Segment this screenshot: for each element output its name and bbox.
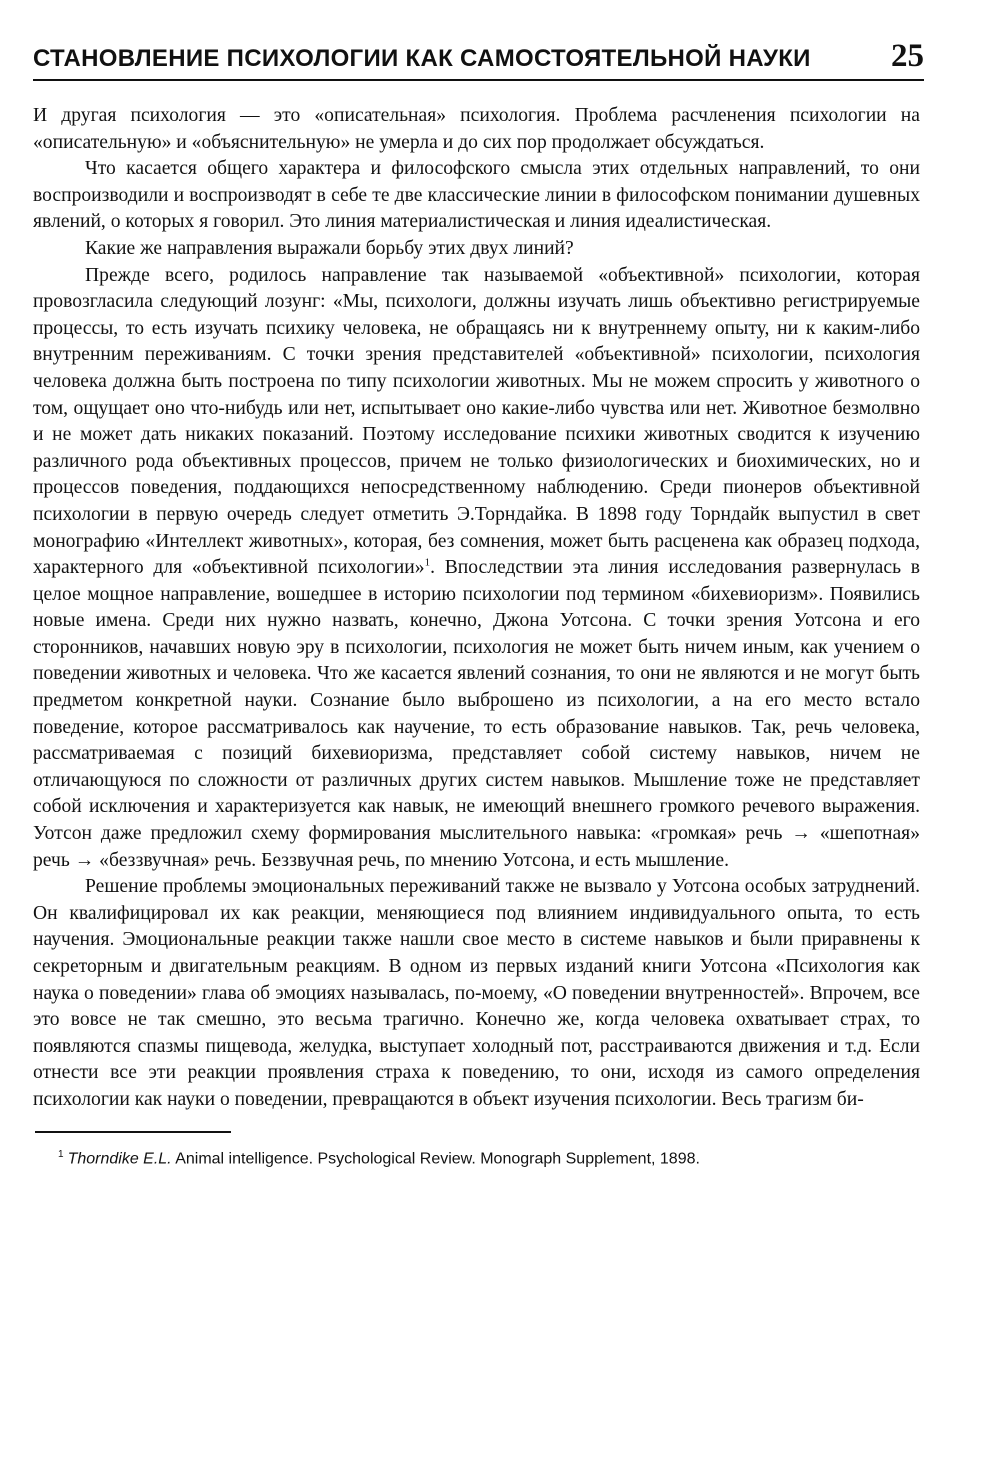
- page-number: 25: [891, 38, 924, 74]
- running-title: СТАНОВЛЕНИЕ ПСИХОЛОГИИ КАК САМОСТОЯТЕЛЬНОЙ НАУКИ: [33, 45, 811, 72]
- paragraph: Что касается общего характера и философского смысла этих отдельных направлений, то они воспроизводили и воспроизводят в себе те две классические линии в философском понимании душевных явлений, о которых я говорил. Это линия материалистическая и линия идеалистическая.: [33, 158, 920, 233]
- paragraph-text: . Впоследствии эта линия исследования развернулась в целое мощное направление, вошедшее в историю психологии под термином «бихевиоризм». Появились новые имена. Среди них нужно назвать, конечно, Джона Уотсона. С точки зрения Уотсона и его сторонников, начавших новую эру в психологии, психология не может быть ничем иным, как учением о поведении животных и человека. Что же касается явлений сознания, то они не являются и не могут быть предметом конкретной науки. Сознание было выброшено из психологии, а на его место встало поведение, которое рассматривалось как научение, то есть образование навыков. Так, речь человека, рассматриваемая с позиций бихевиоризма, представляет собой систему навыков, ничем не отличающуюся по сложности от различных других систем навыков. Мышление тоже не представляет собой исключения и характеризуется как навык, не имеющий внешнего громкого речевого выражения. Уотсон даже предложил схему формирования мыслительного навыка: «громкая» речь → «шепотная» речь → «беззвучная» речь. Беззвучная речь, по мнению Уотсона, и есть мышление.: [33, 557, 921, 871]
- paragraph: Какие же направления выражали борьбу этих двух линий?: [85, 237, 574, 259]
- footnote-mark: 1: [58, 1148, 64, 1160]
- footnote-reference[interactable]: 1: [424, 556, 431, 569]
- body-text: [33, 103, 920, 1114]
- paragraph: И другая психология — это «описательная» психология. Проблема расчленения психологии на «описательную» и «объяснительную» не умерла и до сих пор продолжает обсуждаться.: [33, 105, 920, 153]
- page-header: [33, 40, 924, 81]
- footnote: [58, 1149, 920, 1168]
- footnote-author: Thorndike E.L.: [67, 1149, 172, 1167]
- paragraph: [33, 263, 920, 875]
- paragraph-text: Прежде всего, родилось направление так называемой «объективной» психологии, которая провозгласила следующий лозунг: «Мы, психологи, должны изучать лишь объективно регистрируемые процессы, то есть изучать психику человека, не обращаясь ни к внутреннему опыту, ни к каким-либо внутренним переживаниям. С точки зрения представителей «объективной» психологии, психология человека должна быть построена по типу психологии животных. Мы не можем спросить у животного о том, ощущает оно что-нибудь или нет, испытывает оно какие-либо чувства или нет. Животное безмолвно и не может дать никаких показаний. Поэтому исследование психики животных сводится к изучению различного рода объективных процессов, причем не только физиологических и биохимических, но и процессов поведения, поддающихся непосредственному наблюдению. Среди пионеров объективной психологии в первую очередь следует отметить Э.Торндайка. В 1898 году Торндайк выпустил в свет монографию «Интеллект животных», которая, без сомнения, может быть расценена как образец подхода, характерного для «объективной психологии»: [33, 264, 920, 579]
- footnote-divider: [35, 1131, 231, 1133]
- paragraph: Решение проблемы эмоциональных переживаний также не вызвало у Уотсона особых затруднений. Он квалифицировал их как реакции, меняющиеся под влиянием индивидуального опыта, то есть научения. Эмоциональные реакции также нашли свое место в системе навыков и были приравнены к секреторным и двигательным реакциям. В одном из первых изданий книги Уотсона «Психология как наука о поведении» глава об эмоциях называлась, по-моему, «О поведении внутренностей». Впрочем, все это вовсе не так смешно, это весьма трагично. Конечно же, когда человека охватывает страх, то появляются спазмы пищевода, желудка, выступает холодный пот, расстраиваются движения и т.д. Если отнести все эти реакции проявления страха к поведению, то они, исходя из самого определения психологии как науки о поведении, превращаются в объект изучения психологии. Весь трагизм би-: [33, 876, 920, 1110]
- footnote-text: Animal intelligence. Psychological Review. Monograph Supplement, 1898.: [175, 1149, 700, 1167]
